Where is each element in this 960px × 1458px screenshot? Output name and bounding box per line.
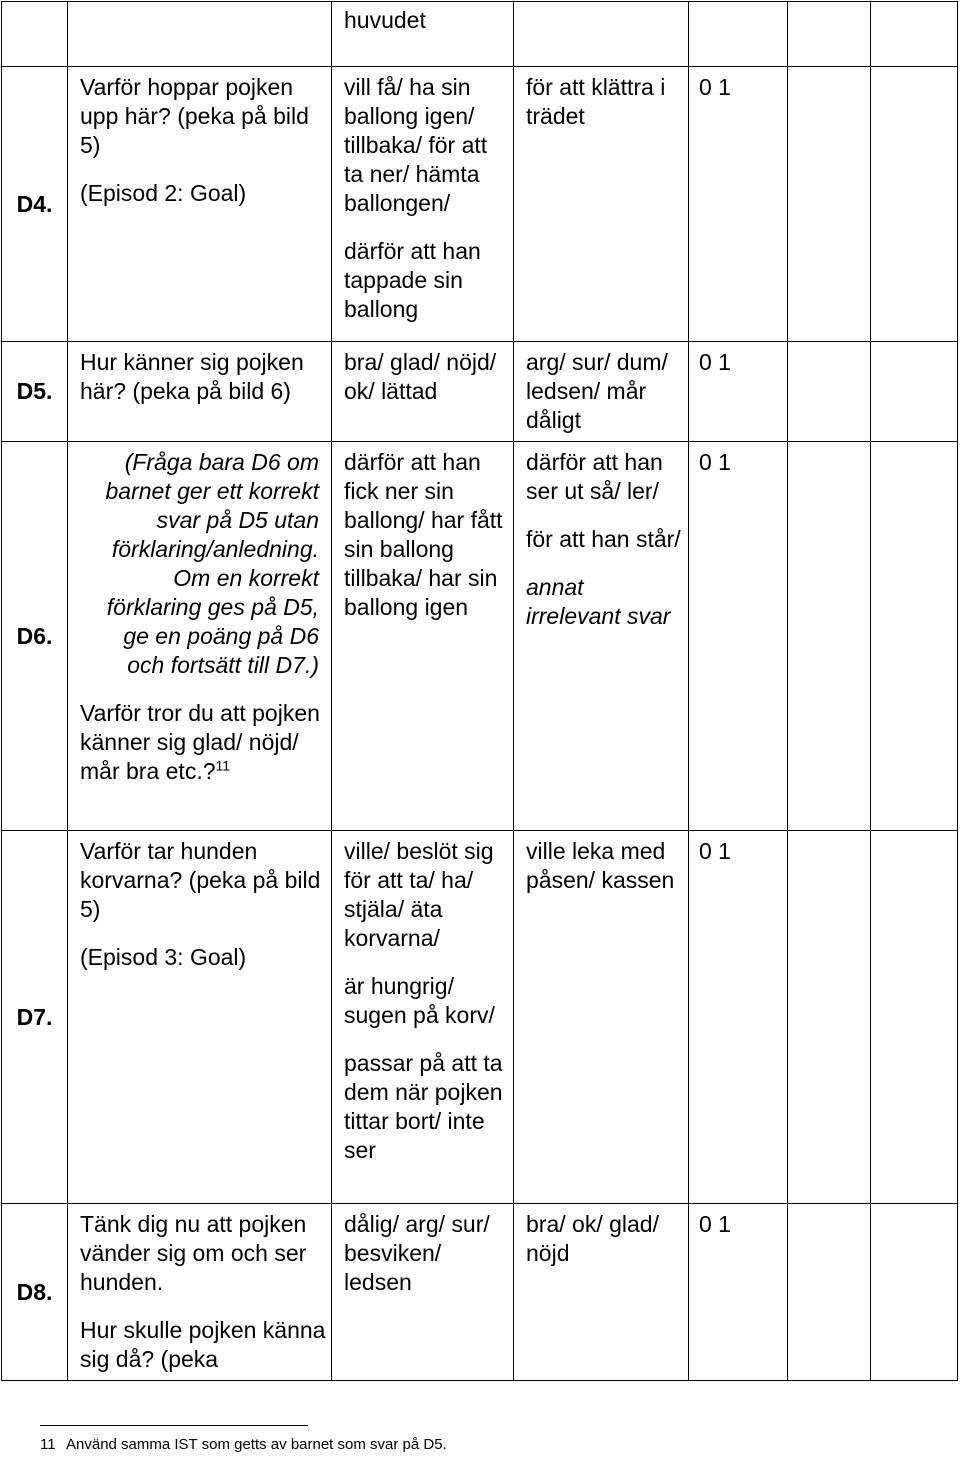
answer-text: för att klättra i trädet bbox=[526, 74, 666, 129]
question-text: Hur skulle pojken känna sig då? (peka bbox=[80, 1317, 326, 1372]
header-cell bbox=[514, 2, 689, 67]
score-cell bbox=[689, 831, 788, 1204]
answer-text: dålig/ arg/ sur/ besviken/ ledsen bbox=[344, 1211, 490, 1295]
scoring-table bbox=[1, 1, 958, 1381]
question-text: Tänk dig nu att pojken vänder sig om och ser hunden. bbox=[80, 1211, 307, 1295]
table-row bbox=[2, 342, 958, 442]
score-options: 0 1 bbox=[699, 74, 731, 100]
answer-text: passar på att ta dem när pojken tittar bort/ inte ser bbox=[344, 1050, 503, 1163]
score-cell bbox=[689, 442, 788, 831]
header-row bbox=[2, 2, 958, 67]
score-cell bbox=[689, 67, 788, 342]
score-options: 0 1 bbox=[699, 449, 731, 475]
answer-other-cell bbox=[514, 831, 689, 1204]
footnote-divider bbox=[40, 1425, 308, 1426]
header-cell bbox=[689, 2, 788, 67]
answer-text: ville leka med påsen/ kassen bbox=[526, 838, 675, 893]
answer-other-cell bbox=[514, 342, 689, 442]
header-cell bbox=[788, 2, 871, 67]
answer-other-cell bbox=[514, 67, 689, 342]
footnote bbox=[40, 1436, 447, 1454]
empty-cell bbox=[788, 442, 871, 831]
item-code: D6. bbox=[2, 442, 68, 831]
header-cell bbox=[332, 2, 514, 67]
score-options: 0 1 bbox=[699, 349, 731, 375]
answer-correct-cell bbox=[332, 442, 514, 831]
table-row bbox=[2, 1204, 958, 1381]
score-options: 0 1 bbox=[699, 1211, 731, 1237]
table-row bbox=[2, 831, 958, 1204]
answer-text: bra/ glad/ nöjd/ ok/ lättad bbox=[344, 349, 497, 404]
question-cell bbox=[68, 831, 332, 1204]
score-cell bbox=[689, 1204, 788, 1381]
answer-correct-cell bbox=[332, 67, 514, 342]
answer-text: därför att han ser ut så/ ler/ bbox=[526, 449, 663, 504]
header-cell bbox=[68, 2, 332, 67]
answer-text: ville/ beslöt sig för att ta/ ha/ stjäla/ äta korvarna/ bbox=[344, 838, 494, 951]
question-cell bbox=[68, 1204, 332, 1381]
answer-text: arg/ sur/ dum/ ledsen/ mår dåligt bbox=[526, 349, 668, 433]
answer-text: för att han står/ bbox=[526, 526, 681, 552]
item-code: D8. bbox=[2, 1204, 68, 1381]
answer-correct-cell bbox=[332, 831, 514, 1204]
table-row bbox=[2, 67, 958, 342]
empty-cell bbox=[871, 442, 958, 831]
header-cell bbox=[2, 2, 68, 67]
item-code: D5. bbox=[2, 342, 68, 442]
answer-other-cell bbox=[514, 1204, 689, 1381]
question-text: Varför hoppar pojken upp här? (peka på bild 5) bbox=[80, 74, 309, 158]
episode-label: (Episod 2: Goal) bbox=[80, 180, 247, 206]
answer-correct-cell bbox=[332, 342, 514, 442]
empty-cell bbox=[788, 1204, 871, 1381]
answer-text: därför att han fick ner sin ballong/ har fått sin ballong tillbaka/ har sin ballong igen bbox=[344, 449, 503, 620]
empty-cell bbox=[788, 342, 871, 442]
answer-text-italic: annat irrelevant svar bbox=[526, 574, 671, 629]
question-text-body: Varför tror du att pojken känner sig glad/ nöjd/ mår bra etc.? bbox=[80, 700, 320, 784]
question-text: Varför tar hunden korvarna? (peka på bild 5) bbox=[80, 838, 321, 922]
answer-text: vill få/ ha sin ballong igen/ tillbaka/ för att ta ner/ hämta ballongen/ bbox=[344, 74, 488, 216]
answer-correct-cell bbox=[332, 1204, 514, 1381]
answer-other-cell bbox=[514, 442, 689, 831]
instruction-text: (Fråga bara D6 om barnet ger ett korrekt svar på D5 utan förklaring/anledning. Om en korrekt förklaring ges på D5, ge en poäng på D6 och fortsätt till D7.) bbox=[105, 449, 319, 678]
item-code: D4. bbox=[2, 67, 68, 342]
empty-cell bbox=[788, 831, 871, 1204]
question-cell bbox=[68, 442, 332, 831]
header-label: huvudet bbox=[344, 7, 426, 33]
answer-text: därför att han tappade sin ballong bbox=[344, 238, 481, 322]
footnote-number: 11 bbox=[40, 1436, 56, 1453]
question-text bbox=[80, 699, 327, 786]
empty-cell bbox=[871, 67, 958, 342]
score-options: 0 1 bbox=[699, 838, 731, 864]
answer-text: är hungrig/ sugen på korv/ bbox=[344, 973, 495, 1028]
question-cell bbox=[68, 67, 332, 342]
score-cell bbox=[689, 342, 788, 442]
question-text: Hur känner sig pojken här? (peka på bild 6) bbox=[80, 349, 304, 404]
header-cell bbox=[871, 2, 958, 67]
question-cell bbox=[68, 342, 332, 442]
empty-cell bbox=[871, 1204, 958, 1381]
empty-cell bbox=[871, 342, 958, 442]
footnote-text: Använd samma IST som getts av barnet som svar på D5. bbox=[66, 1436, 447, 1453]
empty-cell bbox=[788, 67, 871, 342]
empty-cell bbox=[871, 831, 958, 1204]
answer-text: bra/ ok/ glad/ nöjd bbox=[526, 1211, 659, 1266]
footnote-ref: 11 bbox=[215, 757, 231, 774]
item-code: D7. bbox=[2, 831, 68, 1204]
episode-label: (Episod 3: Goal) bbox=[80, 944, 247, 970]
table-row bbox=[2, 442, 958, 831]
